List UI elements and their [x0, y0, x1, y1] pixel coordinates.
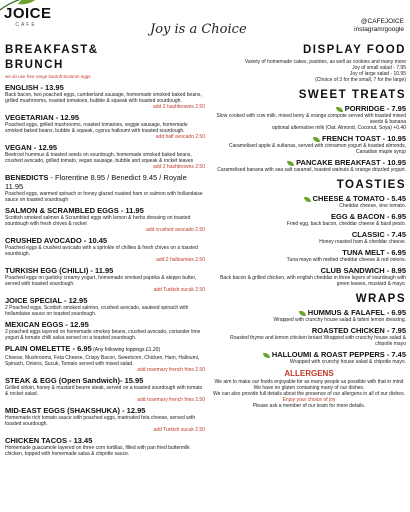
item-addon: add Turkish sucuk 2.50 [153, 427, 205, 433]
item-addon: add 2 hashbrowns 2.50 [153, 164, 205, 170]
item-desc: Cheese, Mushrooms, Feta Cheese, Crispy Bacon, Sweetcorn, Chicken, Ham, Halloumi, Spinach, Onions, Sucuk, Tomato served with mixed salad. [5, 355, 200, 367]
menu-item [5, 436, 205, 457]
menu-item [212, 104, 406, 131]
item-desc: Roasted thyme and lemon chicken breast Wrapped with crunchy house salad & chipotle mayo [230, 335, 406, 347]
item-desc: Poached eggs on garlicky creamy yogurt, homemade smoked paprika & aleppo butter, served with toasted sourdough. [5, 275, 197, 287]
item-desc: Honey roasted ham & cheddar cheese. [319, 239, 406, 245]
item-desc: Back bacon, two poached eggs, cumberland sausage, homemade smoked baked beans, grilled mushrooms, roasted tomatoes, bubble & squeak with toasted sourdough. [5, 92, 202, 104]
item-desc: Poached eggs & crushed avocado with a sprinkle of chillies & fresh chives on a toasted sourdough. [5, 245, 198, 257]
item-addon: add Turkish sucuk 2.50 [153, 287, 205, 293]
social-info [354, 18, 404, 34]
breakfast-note: we do use free range bantoft brownm eggs [5, 74, 91, 79]
menu-item [5, 344, 205, 373]
allergens-line: Enjoy your choice of joy [282, 397, 336, 403]
item-name: VEGETARIAN - 12.95 [5, 113, 80, 122]
item-desc: Beetroot hummus & toasted seeds on sourdough, homemade smoked baked beans, crushed avocado, grilled tomato, vegan sausage, bubble and squeak & rocket leaves [5, 152, 194, 164]
item-name: ROASTED CHICKEN - 7.95 [311, 326, 406, 335]
logo-word: JOICE [4, 5, 52, 22]
allergens-line: We aim to make our foods enjoyable for as many people as possible with that in mind [214, 379, 404, 385]
item-desc: 2 Poached eggs, Scottish smoked salmon, crushed avocado, sauteed spinach with hollandaise sauce on toasted sourdough. [5, 305, 189, 317]
item-addon: add 2 hashbrowns 2.50 [153, 104, 205, 110]
item-title [5, 296, 205, 305]
allergens-line: Please ask a member of our team for more details. [252, 403, 366, 409]
item-desc: Back bacon & grilled chicken, with english cheddar in three layers of sourdough with green leaves, mustard & mayo. [220, 275, 406, 287]
item-name: TURKISH EGG (CHILLI) - 11.95 [5, 266, 114, 275]
item-name: VEGAN - 12.95 [5, 143, 58, 152]
item-addon: add half avocado 2.50 [155, 134, 205, 140]
item-desc: Slow cooked with cow milk, mixed berry & orange compote served with toasted mixed seeds & banana [216, 113, 406, 125]
item-title [5, 376, 205, 385]
item-name: CLUB SANDWICH - 8.95 [320, 266, 406, 275]
display-food-line: Joy of large salad - 10.95 [349, 71, 406, 77]
menu-item [5, 173, 205, 203]
item-title [5, 113, 205, 122]
menu-item [5, 266, 205, 293]
item-desc: Poached eggs, warmed spinach or honey glazed roasted ham or salmon with hollandaise sauce on toasted sourdough [5, 191, 203, 203]
item-title [212, 248, 406, 257]
sweet-treats-list [212, 104, 406, 173]
menu-item [5, 206, 205, 233]
vegetarian-leaf-icon [336, 107, 343, 112]
header [0, 0, 410, 42]
item-desc: Caramelised apple & sultanas, served with cinnamon yogurt & toasted almonds, Canadian maple syrup [228, 143, 406, 155]
menu-item [5, 236, 205, 263]
item-desc: Caramelised banana with sea salt caramel, toasted walnuts & orange drizzled yogurt. [217, 167, 406, 173]
item-desc: Wrapped with crunchy house salad & chipotle mayo. [289, 359, 406, 365]
display-food-title: DISPLAY FOOD [303, 44, 406, 56]
toasties-title: TOASTIES [336, 179, 406, 191]
item-addon: add 2 halloumies 2.50 [156, 257, 205, 263]
item-title [5, 344, 205, 355]
left-column [5, 44, 205, 460]
item-name: CHEESE & TOMATO - 5.45 [312, 194, 406, 203]
item-title [212, 230, 406, 239]
item-name: HALLOUMI & ROAST PEPPERS - 7.45 [271, 350, 406, 359]
social-platforms: instagram/google [354, 26, 404, 33]
item-name: JOICE SPECIAL - 12.95 [5, 296, 88, 305]
item-title [212, 326, 406, 335]
item-desc: Grilled sirloin, honey & mustard beurre steak, served on a toasted sourdough with tomato & rocket salad. [5, 385, 203, 397]
menu-item [212, 158, 406, 173]
item-title [5, 406, 205, 415]
menu-item [5, 296, 205, 317]
item-name: TUNA MELT - 6.95 [342, 248, 406, 257]
menu-item [212, 350, 406, 365]
menu-item [5, 320, 205, 341]
item-name: MID-EAST EGGS (SHAKSHUKA) - 12.95 [5, 406, 146, 415]
menu-item [5, 406, 205, 433]
logo-sub: CAFE [15, 22, 37, 28]
allergens-block [212, 369, 406, 409]
wraps-list [212, 308, 406, 365]
item-title [212, 350, 406, 359]
item-title [5, 436, 205, 445]
item-name: EGG & BACON - 6.95 [330, 212, 406, 221]
menu-item [212, 194, 406, 209]
item-name: STEAK & EGG (Open Sandwich)- 15.95 [5, 376, 144, 385]
item-title [5, 266, 205, 275]
item-title [212, 308, 406, 317]
item-title [212, 194, 406, 203]
item-desc: Poached eggs, grilled mushrooms, roasted tomatoes, veggie sausage, homemade smoked baked beans, bubble & squeak, cyprus halloumi with toasted sourdough. [5, 122, 188, 134]
item-desc: Scottish smoked salmon & Scrambled eggs with lemon & herbs dressing on toasted sourdough with fresh chives & rocket [5, 215, 191, 227]
menu-item [212, 212, 406, 227]
item-option: optional alternative milk (Oat, Almond, Coconut, Soya) +0.40 [271, 125, 406, 131]
menu-item [212, 266, 406, 287]
item-name: BENEDICTS [5, 173, 49, 182]
item-title [212, 266, 406, 275]
item-addon: add rosemary french fries 2.50 [137, 367, 205, 373]
breakfast-title-1: BREAKFAST& [5, 44, 99, 56]
item-name: CLASSIC - 7.45 [351, 230, 406, 239]
item-name: CHICKEN TACOS - 13.45 [5, 436, 93, 445]
sweet-treats-title: SWEET TREATS [298, 89, 406, 101]
item-title [5, 143, 205, 152]
item-desc: Cheddar cheese, vine tomato. [339, 203, 406, 209]
item-addon: add rosemary french fries 2.50 [137, 397, 205, 403]
item-title [212, 134, 406, 143]
item-desc: Wrapped with crunchy house salad & tahini lemon dressing. [273, 317, 406, 323]
toasties-list [212, 194, 406, 287]
allergens-line: We can also provide full details about the presence of our allergens in all of our dishes. [213, 391, 405, 397]
item-name: SALMON & SCRAMBLED EGGS - 11.95 [5, 206, 144, 215]
vegetarian-leaf-icon [313, 137, 320, 142]
item-desc: Homemade rich tomato sauce with poached eggs, marinated feta cheese, served with toasted sourdough. [5, 415, 196, 427]
display-food-line: (Choice of 3 for the small, 7 for the large) [315, 77, 406, 83]
item-title [5, 320, 205, 329]
allergens-line: We have no gluten containing many of our dishes. [253, 385, 365, 391]
item-title [5, 236, 205, 245]
social-handle: @CAFEJOICE [360, 18, 404, 25]
tagline: Joy is a Choice [150, 22, 247, 37]
right-column [212, 44, 406, 409]
item-prices: - Florentine 8.95 / Benedict 9.45 / Royale 11.95 [5, 173, 187, 191]
item-name: PORRIDGE - 7.95 [344, 104, 406, 113]
item-name: HUMMUS & FALAFEL - 6.95 [307, 308, 406, 317]
menu-item [212, 134, 406, 155]
display-food-desc: Variety of homemade cakes, pastries, as well as cookies and many more [244, 59, 406, 65]
item-name: CRUSHED AVOCADO - 10.45 [5, 236, 108, 245]
vegetarian-leaf-icon [304, 197, 311, 202]
item-title [212, 158, 406, 167]
item-addon: add crushed avocado 2.50 [146, 227, 205, 233]
item-name: MEXICAN EGGS - 12.95 [5, 320, 89, 329]
item-title [5, 173, 205, 191]
display-food-line: Joy of small salad - 7.95 [352, 65, 406, 71]
item-name: ENGLISH - 13.95 [5, 83, 64, 92]
vegetarian-leaf-icon [287, 161, 294, 166]
menu-item [5, 113, 205, 140]
item-title [212, 104, 406, 113]
wraps-title: WRAPS [355, 293, 406, 305]
menu-item [212, 230, 406, 245]
item-name: PANCAKE BREAKFAST - 10.95 [296, 158, 406, 167]
item-desc: Fried egg, back bacon, cheddar cheese & basil pesto. [286, 221, 406, 227]
item-name: PLAIN OMELETTE - 6.95 [5, 344, 92, 353]
menu-item [5, 143, 205, 170]
item-desc: Homemade guacamole layered on three corn tortillas, filled with pan fried buttermilk chicken, topped with homemade salsa & chipotle sauce. [5, 445, 190, 457]
breakfast-title-2: BRUNCH [5, 59, 64, 71]
menu-item [212, 248, 406, 263]
item-desc: Tuna mayo with melted cheddar cheese & red onions. [286, 257, 406, 263]
menu-item [212, 308, 406, 323]
vegetarian-leaf-icon [263, 353, 270, 358]
item-desc: 2 poached eggs layered on homemade smokey beans, crushed avocado, coriander lime yogurt & tomato chilli salsa served on a toasted sourdough. [5, 329, 201, 341]
allergens-title: ALLERGENS [284, 369, 334, 378]
vegetarian-leaf-icon [299, 311, 306, 316]
item-title [5, 206, 205, 215]
menu-item [5, 376, 205, 403]
item-title [212, 212, 406, 221]
menu-item [5, 83, 205, 110]
item-name: FRENCH TOAST - 10.95 [321, 134, 406, 143]
item-note: (Any following toppings £1.20) [91, 347, 161, 353]
item-title [5, 83, 205, 92]
breakfast-list [5, 83, 205, 457]
logo [4, 5, 52, 28]
menu-item [212, 326, 406, 347]
